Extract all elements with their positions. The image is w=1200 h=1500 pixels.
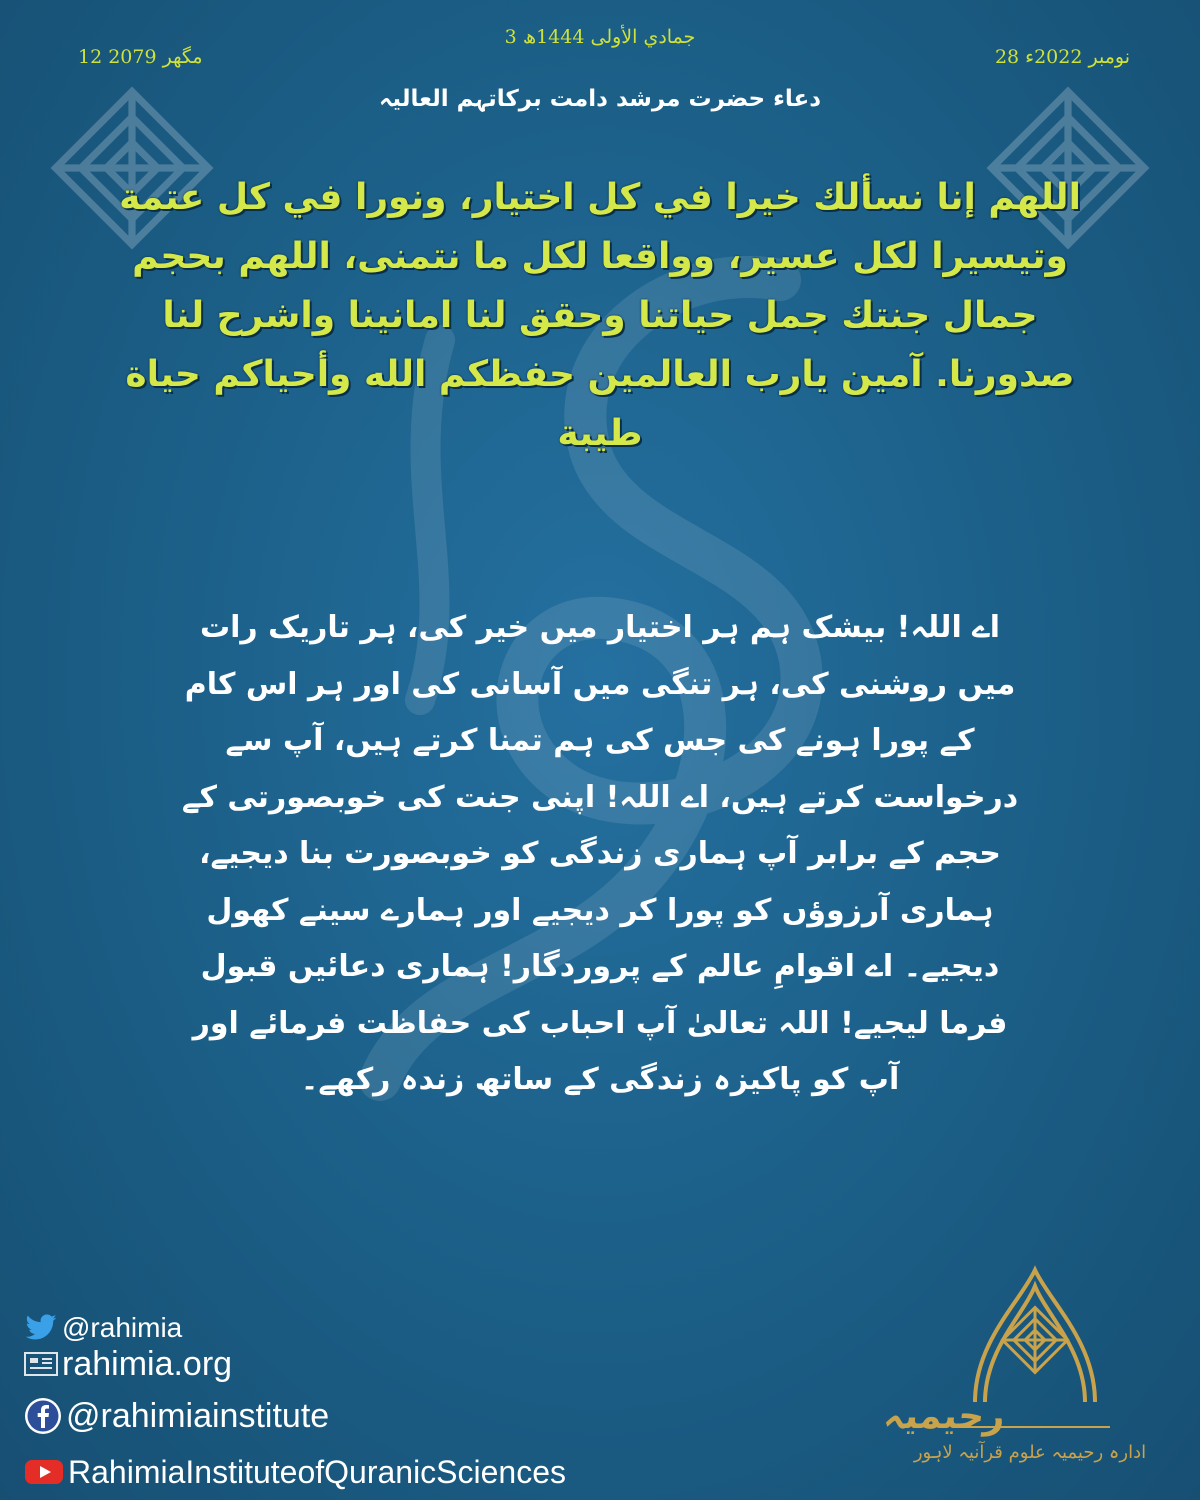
youtube-link[interactable] — [24, 1454, 566, 1490]
twitter-handle: @rahimia — [62, 1312, 183, 1343]
facebook-icon — [24, 1397, 62, 1435]
twitter-icon — [24, 1314, 58, 1342]
facebook-handle: @rahimiainstitute — [66, 1396, 330, 1435]
website-link[interactable] — [24, 1346, 232, 1382]
youtube-channel: RahimiaInstituteofQuranicSciences — [68, 1453, 567, 1490]
urdu-translation: اے اللہ! بیشک ہم ہر اختیار میں خیر کی، ہر تاریک رات میں روشنی کی، ہر تنگی میں آسانی کی اور ہر اس کام کے پورا ہونے کی جس کی ہم تمنا کرتے ہیں، آپ سے درخواست کرتے ہیں، اے اللہ! اپنی جنت کی خوبصورتی کے حجم کے برابر آپ ہماری زندگی کو خوبصورت بنا دیجیے، ہماری آرزوؤں کو پورا کر دیجیے اور ہمارے سینے کھول دیجیے۔ اے اقوامِ عالم کے پروردگار! ہماری دعائیں قبول فرما لیجیے! اللہ تعالیٰ آپ احباب کی حفاظت فرمائے اور آپ کو پاکیزہ زندگی کے ساتھ زندہ رکھے۔ — [181, 610, 1019, 1097]
logo-name: رحیمیہ — [881, 1396, 1008, 1437]
twitter-link[interactable] — [24, 1310, 182, 1346]
youtube-icon — [24, 1458, 64, 1486]
gregorian-date: 28 نومبر 2022ء — [994, 46, 1130, 68]
facebook-link[interactable] — [24, 1398, 329, 1434]
arabic-dua: اللهم إنا نسألك خيرا في كل اختيار، ونورا في كل عتمة وتيسيرا لكل عسير، وواقعا لكل ما نتمنى، اللهم بحجم جمال جنتك جمل حياتنا وحقق لنا امانينا واشرح لنا صدورنا. آمين يارب العالمين حفظكم الله وأحياكم حياة طيبة — [119, 177, 1081, 454]
page-title: دعاء حضرت مرشد دامت برکاتہم العالیہ — [378, 86, 822, 112]
website-icon — [24, 1352, 58, 1376]
logo-subtitle: ادارہ رحیمیہ علوم قرآنیہ لاہور — [913, 1442, 1147, 1463]
hijri-date: 3 جمادي الأولى 1444ھ — [504, 26, 696, 48]
website-url: rahimia.org — [62, 1344, 233, 1383]
bikrami-date: 12 مگھر 2079 — [78, 46, 203, 68]
